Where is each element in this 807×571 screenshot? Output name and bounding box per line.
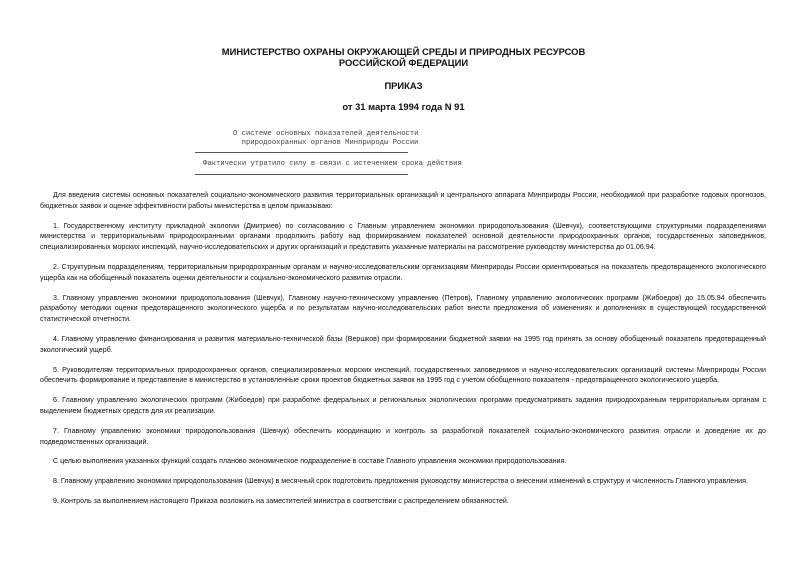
clause-9-paragraph: 9. Контроль за выполнением настоящего Приказа возложить на заместителей министра в соответствии с распределением обязанностей. <box>53 496 509 505</box>
clause-8-paragraph: 8. Главному управлению экономики природопользования (Шевчук) в месячный срок подготовить предложения руководству министерства о внесении изменений в структуру и численность Главного управления. <box>53 477 748 486</box>
clause-3-paragraph: 3. Главному управлению экономики природопользования (Шевчук), Главному научно-техническому управлению (Петров), Главному управлению экологических программ (Жибоедов) до 15.05.94 обеспечить разработку методики оценки предотвращенного экологического ущерба и по результатам научно-исследовательских работ внести предложения об изменениях и дополнениях в существующей государственной статистической отчетности. <box>40 293 766 324</box>
clause-6-paragraph: 6. Главному управлению экологических программ (Жибоедов) при разработке федеральных и региональных экологических программ предусматривать задания природоохранным территориальным органам с выделением бюджетных средств для их реализации. <box>40 396 766 415</box>
document-subject <box>233 130 418 148</box>
ministry-name: МИНИСТЕРСТВО ОХРАНЫ ОКРУЖАЮЩЕЙ СРЕДЫ И ПРИРОДНЫХ РЕСУРСОВ <box>221 46 586 57</box>
document-type: ПРИКАЗ <box>384 80 423 91</box>
clause-2-paragraph: 2. Структурным подразделениям, территориальным природоохранным органам и научно-исследовательским организациям Минприроды России ориентироваться на показатель предотвращенного экологического ущерба как на обобщенный показатель оценки деятельности и социально-экономического развития отрасли. <box>40 262 766 282</box>
document-date-number: от 31 марта 1994 года N 91 <box>342 101 465 112</box>
subject-line-1: О системе основных показателей деятельности <box>233 130 419 138</box>
issuer-heading <box>0 46 807 68</box>
validity-status: Фактически утратило силу в связи с истечением срока действия <box>203 160 462 168</box>
subject-line-2: природоохранных органов Минприроды России <box>233 139 419 147</box>
clause-7-paragraph: 7. Главному управлению экономики природопользования (Шевчук) обеспечить координацию и контроль за разработкой показателей социально-экономического развития отрасли и доведение их до подведомственных организаций. <box>40 426 766 446</box>
federation-name: РОССИЙСКОЙ ФЕДЕРАЦИИ <box>338 57 469 68</box>
document-body <box>40 190 766 516</box>
clause-7-addendum-paragraph: С целью выполнения указанных функций создать планово экономическое подразделение в составе Главного управления экономики природопользования. <box>53 457 567 466</box>
divider-top <box>195 152 408 153</box>
divider-bottom <box>195 174 408 175</box>
clause-4-paragraph: 4. Главному управлению финансирования и развития материально-технической базы (Вершков) при формировании бюджетной заявки на 1995 год принять за основу обобщенный показатель предотвращенный экологический ущерб. <box>40 334 766 354</box>
preamble-paragraph: Для введения системы основных показателей социально-экономического развития территориальных организаций и центрального аппарата Минприроды России, необходимой при разработке годовых прогнозов, бюджетных заявок и оценке эффективности работы министерства в целом приказываю: <box>40 191 766 210</box>
clause-5-paragraph: 5. Руководителям территориальных природоохранных органов, специализированных морских инспекций, государственных заповедников и научно-исследовательских организаций системы Минприроды России обеспечить формирование и представление в министерство в установленные сроки проектов бюджетных заявок на 1995 год с учетом обобщенного показателя - предотвращенного экологического ущерба. <box>40 365 766 385</box>
clause-1-paragraph: 1. Государственному институту прикладной экологии (Дмитриев) по согласованию с Главным управлением экономики природопользования (Шевчук), соответствующими структурными подразделениями министерства и территориальными природоохранными органами продолжить работу над формированием показателей основной деятельности природоохранных органов, государственных заповедников, специализированных морских инспекций, научно-исследовательских и других организаций и представить указанные материалы на рассмотрение руководству министерства до 01.06.94. <box>40 221 766 252</box>
